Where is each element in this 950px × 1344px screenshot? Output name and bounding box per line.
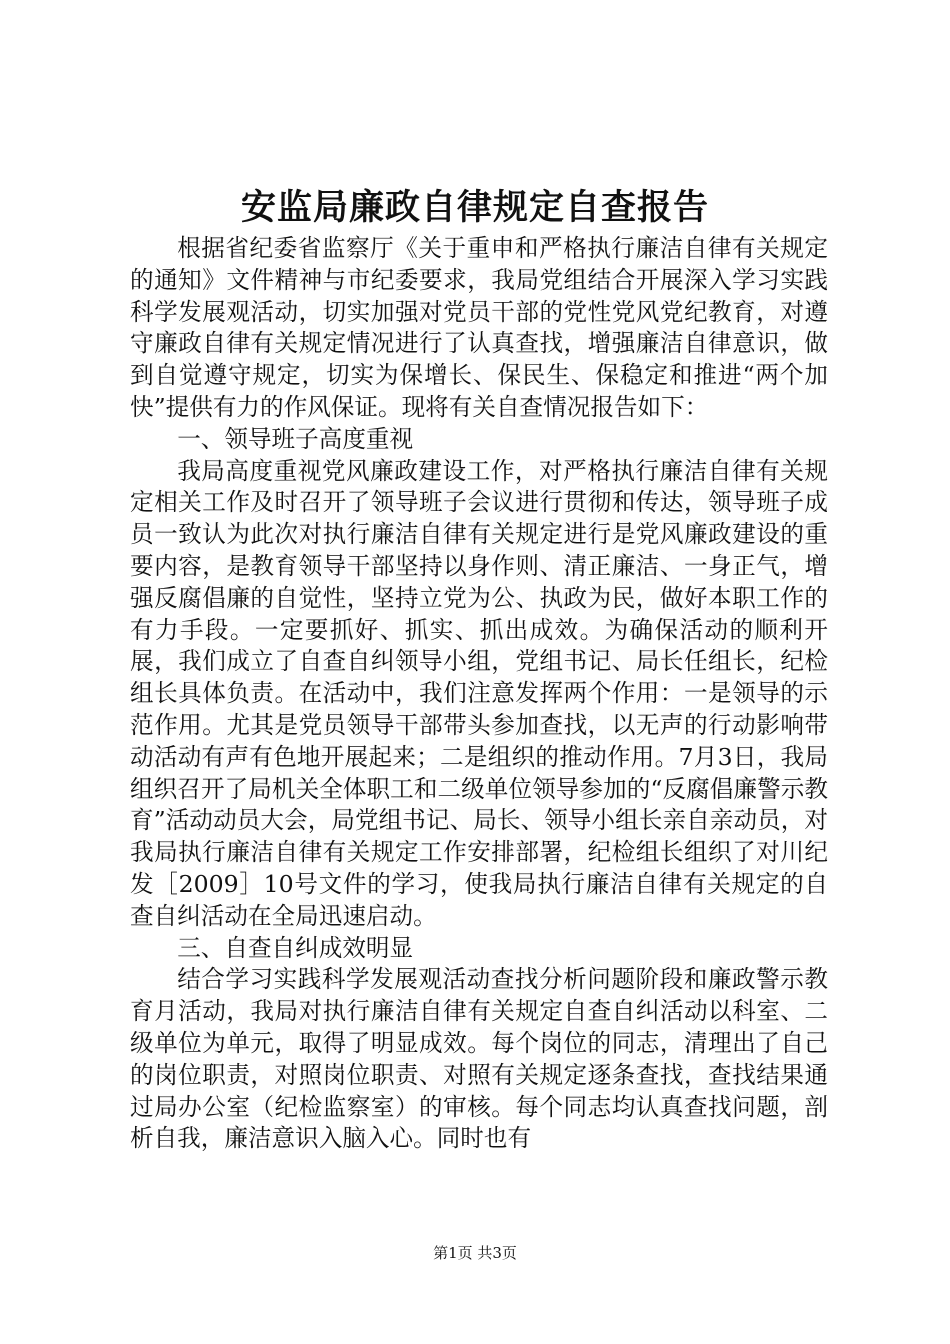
document-title: 安监局廉政自律规定自查报告 [240, 187, 709, 228]
document-body [130, 233, 828, 1155]
paragraph-intro: 根据省纪委省监察厅《关于重申和严格执行廉洁自律有关规定的通知》文件精神与市纪委要求，我局党组结合开展深入学习实践科学发展观活动，切实加强对党员干部的党性党风党纪教育，对遵守廉政自律有关规定情况进行了认真查找，增强廉洁自律意识，做到自觉遵守规定，切实为保增长、保民生、保稳定和推进“两个加快”提供有力的作风保证。现将有关自查情况报告如下： [130, 234, 828, 421]
page-number-footer: 第1页 共3页 [433, 1244, 517, 1262]
paragraph-section-1: 我局高度重视党风廉政建设工作，对严格执行廉洁自律有关规定相关工作及时召开了领导班子会议进行贯彻和传达，领导班子成员一致认为此次对执行廉洁自律有关规定进行是党风廉政建设的重要内容，是教育领导干部坚持以身作则、清正廉洁、一身正气，增强反腐倡廉的自觉性，坚持立党为公、执政为民，做好本职工作的有力手段。一定要抓好、抓实、抓出成效。为确保活动的顺利开展，我们成立了自查自纠领导小组，党组书记、局长任组长，纪检组长具体负责。在活动中，我们注意发挥两个作用：一是领导的示范作用。尤其是党员领导干部带头参加查找，以无声的行动影响带动活动有声有色地开展起来；二是组织的推动作用。7月3日，我局组织召开了局机关全体职工和二级单位领导参加的“反腐倡廉警示教育”活动动员大会，局党组书记、局长、领导小组长亲自亲动员，对我局执行廉洁自律有关规定工作安排部署，纪检组长组织了对川纪发［2009］10号文件的学习，使我局执行廉洁自律有关规定的自查自纠活动在全局迅速启动。 [130, 456, 828, 930]
paragraph-section-3: 结合学习实践科学发展观活动查找分析问题阶段和廉政警示教育月活动，我局对执行廉洁自律有关规定自查自纠活动以科室、二级单位为单元，取得了明显成效。每个岗位的同志，清理出了自己的岗位职责，对照岗位职责、对照有关规定逐条查找，查找结果通过局办公室（纪检监察室）的审核。每个同志均认真查找问题，剖析自我，廉洁意识入脑入心。同时也有 [130, 965, 828, 1153]
section-heading-1: 一、领导班子高度重视 [177, 424, 414, 453]
section-heading-3: 三、自查自纠成效明显 [177, 933, 414, 962]
